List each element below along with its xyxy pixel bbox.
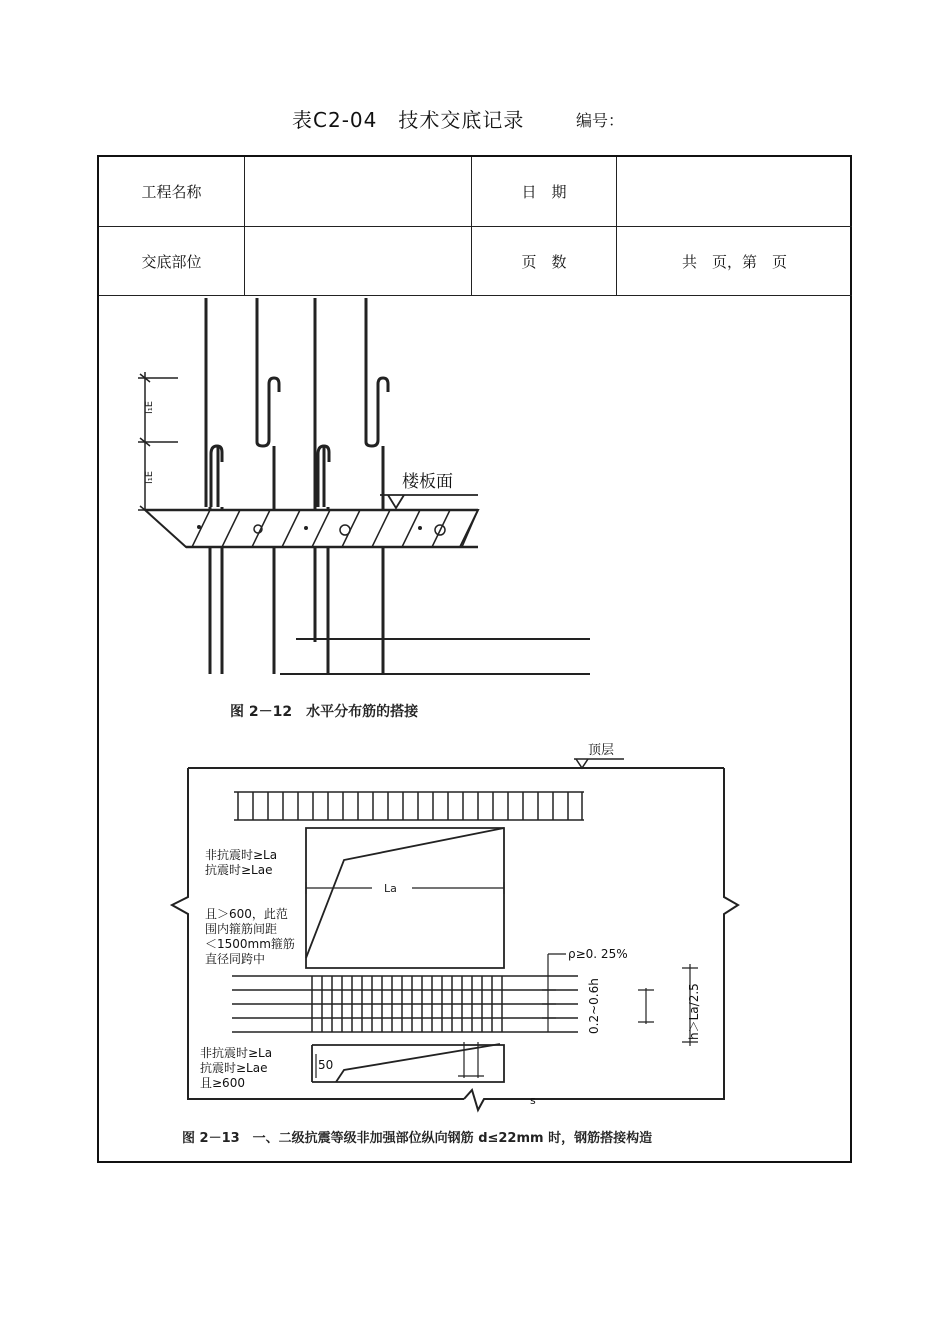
bottom-lap-box	[312, 1042, 504, 1082]
figure-13-caption: 图 2－13 一、二级抗震等级非加强部位纵向钢筋 d≤22mm 时，钢筋搭接构造	[182, 1131, 653, 1146]
note-3b: 抗震时≥Lae	[200, 1061, 268, 1075]
note-2a: 且＞600，此范	[205, 907, 288, 921]
figure-2-13	[172, 743, 738, 1146]
location-label-cell	[99, 227, 245, 296]
top-label: 顶层	[588, 743, 615, 758]
date-label: 日 期	[521, 183, 567, 201]
note-2b: 围内箍筋间距	[205, 922, 278, 936]
pages-label-cell	[472, 227, 617, 296]
dim-label-1: l₁E	[144, 400, 155, 414]
la-label: La	[384, 882, 397, 895]
drawings-area	[99, 296, 850, 1162]
dim-label-2: l₁E	[144, 470, 155, 484]
page-title: 表C2-04 技术交底记录	[292, 108, 525, 132]
date-label-cell	[472, 157, 617, 227]
floor-label: 楼板面	[402, 472, 453, 492]
floor-slab	[145, 510, 478, 547]
pages-value: 共 页，第 页	[681, 252, 787, 271]
location-value-cell[interactable]	[245, 227, 472, 296]
pages-value-cell[interactable]	[617, 227, 852, 296]
dimension-lines	[138, 372, 178, 514]
s-label: s	[530, 1094, 536, 1107]
h-label: h＞La/2.5	[687, 983, 701, 1040]
record-form	[97, 155, 852, 1163]
code-label: 编号：	[576, 111, 625, 130]
note-3c: 且≥600	[200, 1076, 245, 1090]
note-3a: 非抗震时≥La	[200, 1046, 273, 1060]
pages-label: 页 数	[521, 252, 567, 271]
note-2d: 直径同跨中	[205, 952, 266, 966]
rebar-group	[206, 298, 388, 674]
floor-marker	[380, 495, 478, 508]
project-name-label-cell	[99, 157, 245, 227]
note-2c: ＜1500mm箍筋	[205, 937, 295, 951]
note-1b: 抗震时≥Lae	[205, 863, 273, 877]
top-stirrups	[234, 792, 584, 820]
figure-12-caption: 图 2－12 水平分布筋的搭接	[230, 704, 419, 720]
project-name-label: 工程名称	[141, 183, 202, 201]
date-value-cell[interactable]	[617, 157, 852, 227]
lap-box	[306, 828, 504, 968]
figure-2-12	[138, 298, 590, 720]
middle-rebars	[232, 976, 578, 1032]
header	[0, 104, 950, 134]
fifty-label: 50	[318, 1058, 334, 1072]
location-label: 交底部位	[141, 252, 202, 271]
rho-label: ρ≥0. 25%	[568, 947, 628, 961]
project-name-value-cell[interactable]	[245, 157, 472, 227]
top-marker	[574, 759, 624, 768]
spacing-label: 0.2~0.6h	[587, 978, 601, 1034]
note-1a: 非抗震时≥La	[205, 848, 278, 862]
